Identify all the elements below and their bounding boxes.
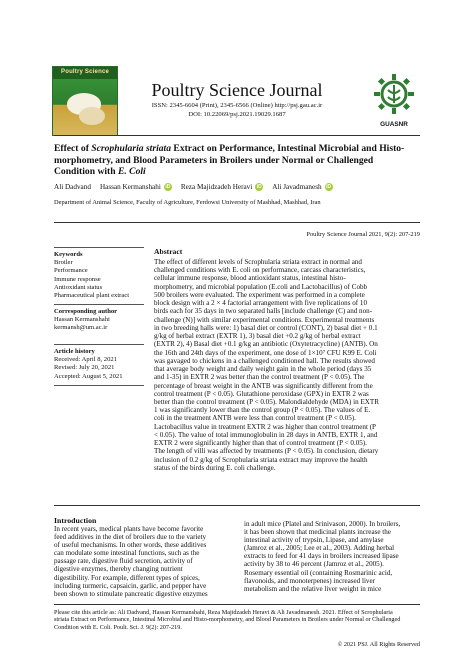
orcid-icon[interactable]: iD: [165, 184, 171, 190]
copyright-notice: © 2021 PSJ. All Rights Reserved: [337, 641, 420, 648]
citation-note-line: Please cite this article as: Ali Dadvand, Hassan Kermanshahi, Reza Majidzadeh Heravi & Ali Javadmanesh. 2021. Effect of Scrophularia: [54, 609, 393, 616]
abstract-line: that average body weight and daily weight gain in the whole period (days 35: [154, 365, 372, 374]
university-logo-label: GUASNR: [380, 121, 408, 128]
affiliation: Department of Animal Science, Faculty of Agriculture, Ferdowsi University of Mashhad, Mashhad, Iran: [54, 199, 321, 206]
introduction-line: activity by 38 to 46 percent (Jamroz et al., 2005).: [244, 560, 384, 569]
corresponding-author-email[interactable]: kermansh@um.ac.ir: [54, 324, 108, 332]
keywords-heading: Keywords: [54, 251, 83, 258]
abstract-line: was gavaged to chickens in a challenged conditioned hall. The results showed: [154, 356, 375, 365]
introduction-line: digestibility. For example, different types of spices,: [54, 573, 200, 582]
abstract-line: coli in the treatment ANTB were less than control treatment (P < 0.05).: [154, 414, 356, 423]
article-history-heading: Article history: [54, 348, 95, 355]
keyword: Immune response: [54, 275, 101, 283]
author[interactable]: Ali Dadvand: [54, 183, 91, 191]
introduction-line: digestive enzymes, thereby changing nutrient: [54, 565, 183, 574]
introduction-line: of useful mechanisms. In other words, these additives: [54, 541, 207, 550]
doi-line[interactable]: DOI: 10.22069/psj.2021.19029.1687: [188, 111, 286, 118]
abstract-line: (EXTR 2), 4) Basal diet +0.1 g/kg an antibiotic (Oxytetracycline) (ANTB). On: [154, 340, 378, 349]
introduction-line: metabolism and the relative liver weight in mice: [244, 584, 382, 593]
abstract-line: in two breeding halls were: 1) basal diet or control (CONT), 2) basal diet + 0.1: [154, 323, 378, 332]
abstract-line: challenged conditions with E. coli on performance, carcass characteristics,: [154, 266, 366, 275]
journal-citation: Poultry Science Journal 2021, 9(2): 207-219: [306, 231, 420, 238]
citation-note-line: Condition with E. Coli. Poult. Sci. J. 9(2): 207-219.: [54, 623, 182, 631]
abstract-divider: [54, 505, 420, 506]
issn-line[interactable]: ISSN: 2345-6604 (Print), 2345-6566 (Online) http://psj.gau.ac.ir: [151, 102, 323, 109]
abstract-line: percentage of breast weight in the ANTB was significantly different from the: [154, 381, 373, 390]
abstract-line: birds each for 35 days in two separated halls [include challenge (C) and non-: [154, 307, 373, 316]
abstract-line: EXTR 2 were significantly higher than that of control treatment (P < 0.05).: [154, 439, 367, 448]
orcid-icon[interactable]: iD: [256, 184, 262, 190]
introduction-heading: Introduction: [54, 516, 97, 525]
abstract-line: status of the birds during E. coli challenge.: [154, 463, 276, 472]
article-title: Effect of Scrophularia striata Extract on Performance, Intestinal Microbial and Histo- morphometry, and Blood Parameters in Broilers under Normal or Challenged Condition with E. Coli: [54, 143, 405, 178]
abstract-line: control treatment (P < 0.05). Glutathione peroxidase (GPX) in EXTR 2 was: [154, 389, 369, 398]
introduction-line: flavonoids, and monoterpenes) increased liver: [244, 576, 375, 585]
introduction-line: In recent years, medical plants have become favorite: [54, 525, 204, 533]
citation-note: [54, 609, 422, 631]
introduction-column-left: [54, 525, 234, 598]
corresponding-author-name: Hassan Kermanshahi: [54, 316, 110, 324]
journal-cover-logo: Poultry Science: [52, 66, 118, 136]
abstract-line: the 16th and 24th days of the experiment, one dose of 1×10⁷ CFU K99 E. Coli: [154, 348, 377, 357]
affiliation-divider: [54, 222, 420, 223]
introduction-line: can modulate some intestinal functions, such as the: [54, 549, 200, 558]
header-divider: [54, 135, 420, 136]
abstract-line: and 1-35) in EXTR 2 was better than the control treatment (P < 0.05). The: [154, 373, 365, 382]
author-list: [54, 183, 424, 191]
abstract-line: morphometry, and microbial population (E.coli and Lactobacillus) of Cobb: [154, 282, 368, 291]
orcid-icon[interactable]: iD: [326, 184, 332, 190]
keyword: Broiler: [54, 259, 73, 267]
introduction-line: intestinal activity of trypsin, Lipase, and amylase: [244, 536, 384, 545]
abstract-text: [154, 258, 424, 472]
corresponding-author-heading: Corresponding author: [54, 308, 118, 315]
accepted-date: Accepted: August 5, 2021: [54, 372, 123, 380]
keyword: Antioxidant status: [54, 283, 103, 291]
introduction-line: Rosemary essential oil (containing Rosmarinic acid,: [244, 568, 393, 577]
abstract-line: better than the control treatment (P < 0.05). Malondialdehyde (MDA) in EXTR: [154, 397, 379, 406]
introduction-line: extracts to feed for 41 days in broilers increased lipase: [244, 552, 399, 561]
corresponding-author-section: [54, 308, 144, 333]
abstract-line: The length of villi was affected by treatments (P < 0.05). In conclusion, dietary: [154, 447, 379, 456]
introduction-line: been shown to stimulate pancreatic digestive enzymes: [54, 589, 208, 598]
introduction-column-right: [244, 520, 424, 593]
abstract-line: 1 was significantly lower than the control group (P < 0.05). The values of E.: [154, 406, 371, 415]
abstract-line: Lactobacillus value in treatment EXTR 2 was higher than control treatment (P: [154, 422, 377, 431]
received-date: Received: April 8, 2021: [54, 356, 117, 364]
abstract-section: [154, 247, 424, 472]
abstract-line: g/kg of herbal extract (EXTR 1), 3) basal diet +0.2 g/kg of herbal extract: [154, 332, 361, 341]
keywords-section: [54, 251, 144, 300]
author[interactable]: Ali Javadmanesh iD: [272, 183, 332, 191]
keyword: Pharmaceutical plant extract: [54, 292, 130, 300]
footer-divider: [54, 604, 420, 605]
introduction-line: feed additives in the diet of broilers due to the variety: [54, 533, 207, 542]
university-logo-icon: [372, 72, 416, 116]
abstract-line: The effect of different levels of Scrophularia striata extract in normal and: [154, 258, 362, 266]
author[interactable]: Reza Majidzadeh Heravi iD: [180, 183, 262, 191]
abstract-line: challenge (N)] with similar experimental conditions. Experimental treatments: [154, 315, 375, 324]
introduction-line: in adult mice (Platel and Srinivason, 2000). In broilers,: [244, 520, 401, 528]
abstract-line: < 0.05). The value of total immunoglobulin in 28 days in ANTB, EXTR 1, and: [154, 430, 378, 439]
introduction-line: it has been shown that medicinal plants increase the: [244, 528, 391, 537]
journal-title: Poultry Science Journal: [151, 80, 323, 100]
abstract-line: 500 broilers were evaluated. The experiment was performed in a complete: [154, 290, 365, 299]
abstract-line: block design with a 2 × 4 factorial arrangement with five replications of 10: [154, 299, 368, 308]
abstract-line: cellular immune response, blood antioxidant status, intestinal histo-: [154, 274, 346, 283]
revised-date: Revised: July 20, 2021: [54, 364, 115, 372]
introduction-line: including turmeric, capsaicin, garlic, and pepper have: [54, 581, 207, 590]
abstract-line: inclusion of 0.2 g/kg of Scrophularia striata extract may improve the health: [154, 455, 368, 464]
keyword: Performance: [54, 267, 88, 275]
article-history-section: [54, 348, 144, 381]
abstract-heading: Abstract: [154, 247, 183, 256]
introduction-line: passage rate, digestive fluid secretion, activity of: [54, 557, 193, 566]
author[interactable]: Hassan Kermanshahi iD: [99, 183, 171, 191]
introduction-line: (Jamroz et al., 2005; Lee et al., 2003). Adding herbal: [244, 544, 395, 553]
citation-note-line: striata Extract on Performance, Intestinal Microbial and Histo-morphometry, and Blood Parameters in Broilers under Normal or Challenged: [54, 616, 401, 624]
